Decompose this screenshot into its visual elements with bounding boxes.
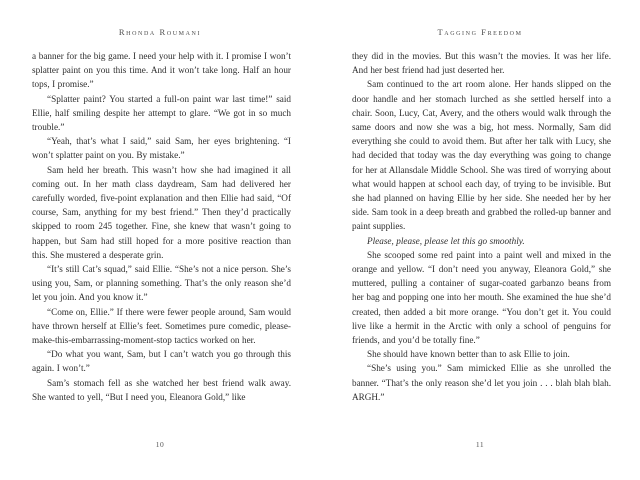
page-number-right: 11 <box>475 440 485 449</box>
page-body-right <box>352 49 611 404</box>
paragraph: Sam continued to the art room alone. Her hands slipped on the door handle and her stomach lurched as she settled herself into a chair. Soon, Lucy, Cat, Avery, and the others would walk through the same doors and now she was a big, hot mess. Normally, Sam did everything she could to avoid them. But after her talk with Lucy, she had decided that today was the day everything was going to change for her at Allansdale Middle School. She was tired of worrying about what would happen at school each day, of trying to be invisible. But she had planned on having Ellie by her side. She needed her by her side. Sam took in a deep breath and grabbed the rolled-up banner and paint supplies. <box>352 79 611 232</box>
running-header-title: Tagging Freedom <box>437 27 523 37</box>
paragraph: “Come on, Ellie.” If there were fewer people around, Sam would have thrown herself at Ellie’s feet. Sometimes pure comedic, please-make-this-embarrassing-moment-stop tactics worked on her. <box>32 306 291 346</box>
page-right <box>320 0 640 480</box>
page-body-left <box>32 49 291 404</box>
paragraph: they did in the movies. But this wasn’t the movies. It was her life. And her best friend had just deserted her. <box>352 51 611 76</box>
paragraph: Please, please, please let this go smoothly. <box>367 235 525 246</box>
paragraph: a banner for the big game. I need your help with it. I promise I won’t splatter paint on you this time. And it won’t take long. Half an hour tops, I promise.” <box>32 51 291 90</box>
paragraph: “Yeah, that’s what I said,” said Sam, her eyes brightening. “I won’t splatter paint on you. By mistake.” <box>32 136 291 161</box>
paragraph: Sam held her breath. This wasn’t how she had imagined it all coming out. In her math class daydream, Sam had delivered her carefully worded, five-point explanation and then Ellie had said, “Of course, Sam, anything for my best friend.” Then they’d practically skipped to room 245 together. Fine, she knew that wasn’t going to happen, but Sam had still hoped for a more positive reaction than this. She mustered a desperate grin. <box>32 164 291 260</box>
page-number-left: 10 <box>155 440 165 449</box>
paragraph: “It’s still Cat’s squad,” said Ellie. “She’s not a nice person. She’s using you, Sam, or planning something. That’s the only reason she’d let you join. And you know it.” <box>32 264 291 303</box>
paragraph: Sam’s stomach fell as she watched her best friend walk away. She wanted to yell, “But I need you, Eleanora Gold,” like <box>32 377 291 402</box>
paragraph: “She’s using you.” Sam mimicked Ellie as she unrolled the banner. “That’s the only reason she’d let you join . . . blah blah blah. ARGH.” <box>352 363 611 402</box>
paragraph: She scooped some red paint into a paint well and mixed in the orange and yellow. “I don’t need you anyway, Eleanora Gold,” she muttered, pulling a container of sugar-coated garbanzo beans from her bag and popping one into her mouth. She examined the hue she’d created, then added a bit more orange. “You don’t get it. You could live like a hermit in the Arctic with only a school of penguins for friends, and you’d be totally fine.” <box>352 249 611 346</box>
paragraph: “Splatter paint? You started a full-on paint war last time!” said Ellie, half smiling despite her attempt to glare. “We got in so much trouble.” <box>32 93 291 133</box>
running-header-author: Rhonda Roumani <box>118 27 202 37</box>
paragraph: “Do what you want, Sam, but I can’t watch you go through this again. I won’t.” <box>32 349 291 374</box>
paragraph: She should have known better than to ask Ellie to join. <box>367 349 570 360</box>
